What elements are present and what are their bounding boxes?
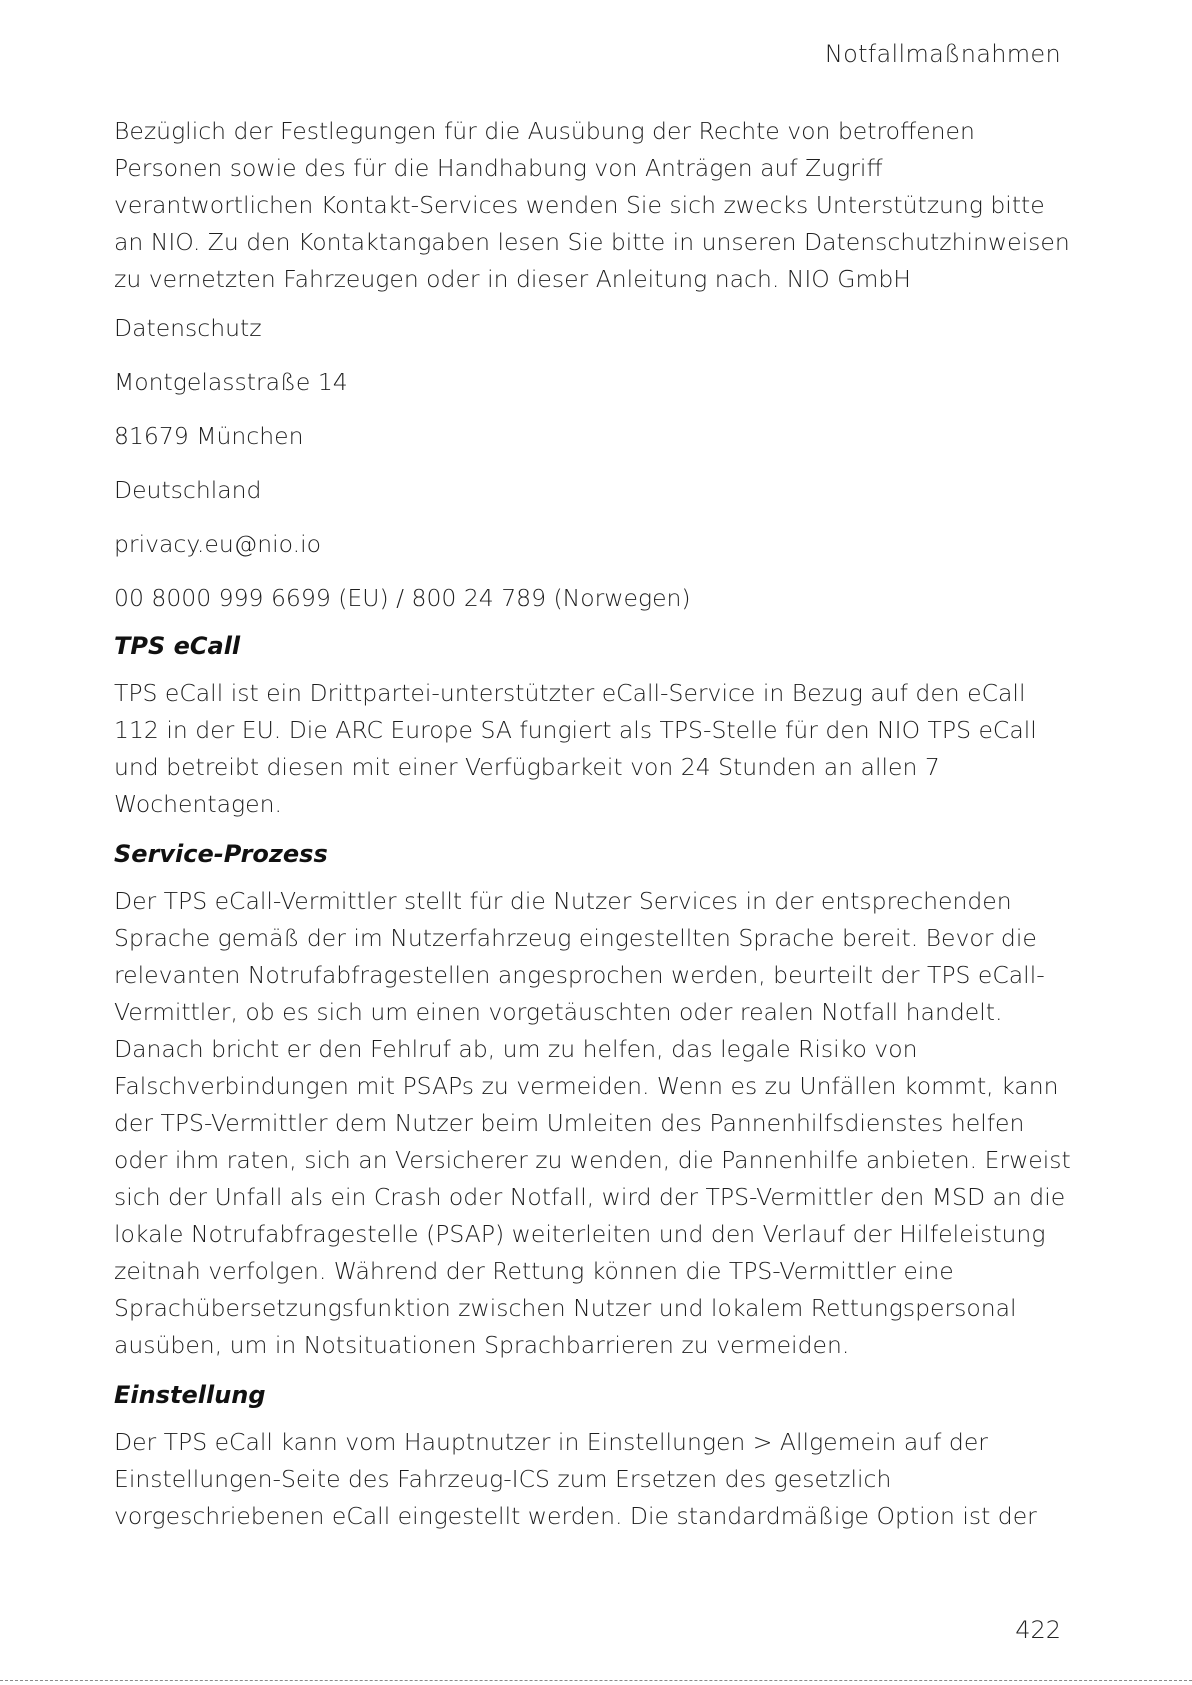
section-text-einstellung: Der TPS eCall kann vom Hauptnutzer in Einstellungen > Allgemein auf der Einstellungen-Seite des Fahrzeug-ICS zum Ersetzen des gesetzlich vorgeschriebenen eCall eingestellt werden. Die standardmäßige Option ist der [114, 1428, 1037, 1530]
section-title-tps-ecall: TPS eCall [114, 632, 241, 660]
section-title-einstellung: Einstellung [114, 1381, 266, 1409]
address-street: Montgelasstraße 14 [114, 368, 348, 396]
chapter-header: Notfallmaßnahmen [824, 40, 1061, 68]
intro-paragraph: Bezüglich der Festlegungen für die Ausübung der Rechte von betroffenen Personen sowie des für die Handhabung von Anträgen auf Zugriff verantwortlichen Kontakt-Services wenden Sie sich zwecks Unterstützung bitte an NIO. Zu den Kontaktangaben lesen Sie bitte in unseren Datenschutzhinweisen zu vernetzten Fahrzeugen oder in dieser Anleitung nach. NIO GmbH [114, 117, 1070, 293]
page-content [114, 113, 1076, 1547]
address-city: 81679 München [114, 422, 304, 450]
address-email: privacy.eu@nio.io [114, 530, 321, 558]
section-text-service-prozess: Der TPS eCall-Vermittler stellt für die Nutzer Services in der entsprechenden Sprache gemäß der im Nutzerfahrzeug eingestellten Sprache bereit. Bevor die relevanten Notrufabfragestellen angesprochen werden, beurteilt der TPS eCall-Vermittler, ob es sich um einen vorgetäuschten oder realen Notfall handelt. Danach bricht er den Fehlruf ab, um zu helfen, das legale Risiko von Falschverbindungen mit PSAPs zu vermeiden. Wenn es zu Unfällen kommt, kann der TPS-Vermittler dem Nutzer beim Umleiten des Pannenhilfsdienstes helfen oder ihm raten, sich an Versicherer zu wenden, die Pannenhilfe anbieten. Erweist sich der Unfall als ein Crash oder Notfall, wird der TPS-Vermittler den MSD an die lokale Notrufabfragestelle (PSAP) weiterleiten und den Verlauf der Hilfeleistung zeitnah verfolgen. Während der Rettung können die TPS-Vermittler eine Sprachübersetzungsfunktion zwischen Nutzer und lokalem Rettungspersonal ausüben, um in Notsituationen Sprachbarrieren zu vermeiden. [114, 887, 1071, 1359]
address-department: Datenschutz [114, 314, 262, 342]
page-number: 422 [1015, 1616, 1061, 1644]
address-country: Deutschland [114, 476, 262, 504]
section-text-tps-ecall: TPS eCall ist ein Drittpartei-unterstützter eCall-Service in Bezug auf den eCall 112 in der EU. Die ARC Europe SA fungiert als TPS-Stelle für den NIO TPS eCall und betreibt diesen mit einer Verfügbarkeit von 24 Stunden an allen 7 Wochentagen. [114, 679, 1037, 818]
section-title-service-prozess: Service-Prozess [114, 840, 328, 868]
address-phone: 00 8000 999 6699 (EU) / 800 24 789 (Norwegen) [114, 584, 691, 612]
page-bottom-divider [0, 1680, 1192, 1681]
